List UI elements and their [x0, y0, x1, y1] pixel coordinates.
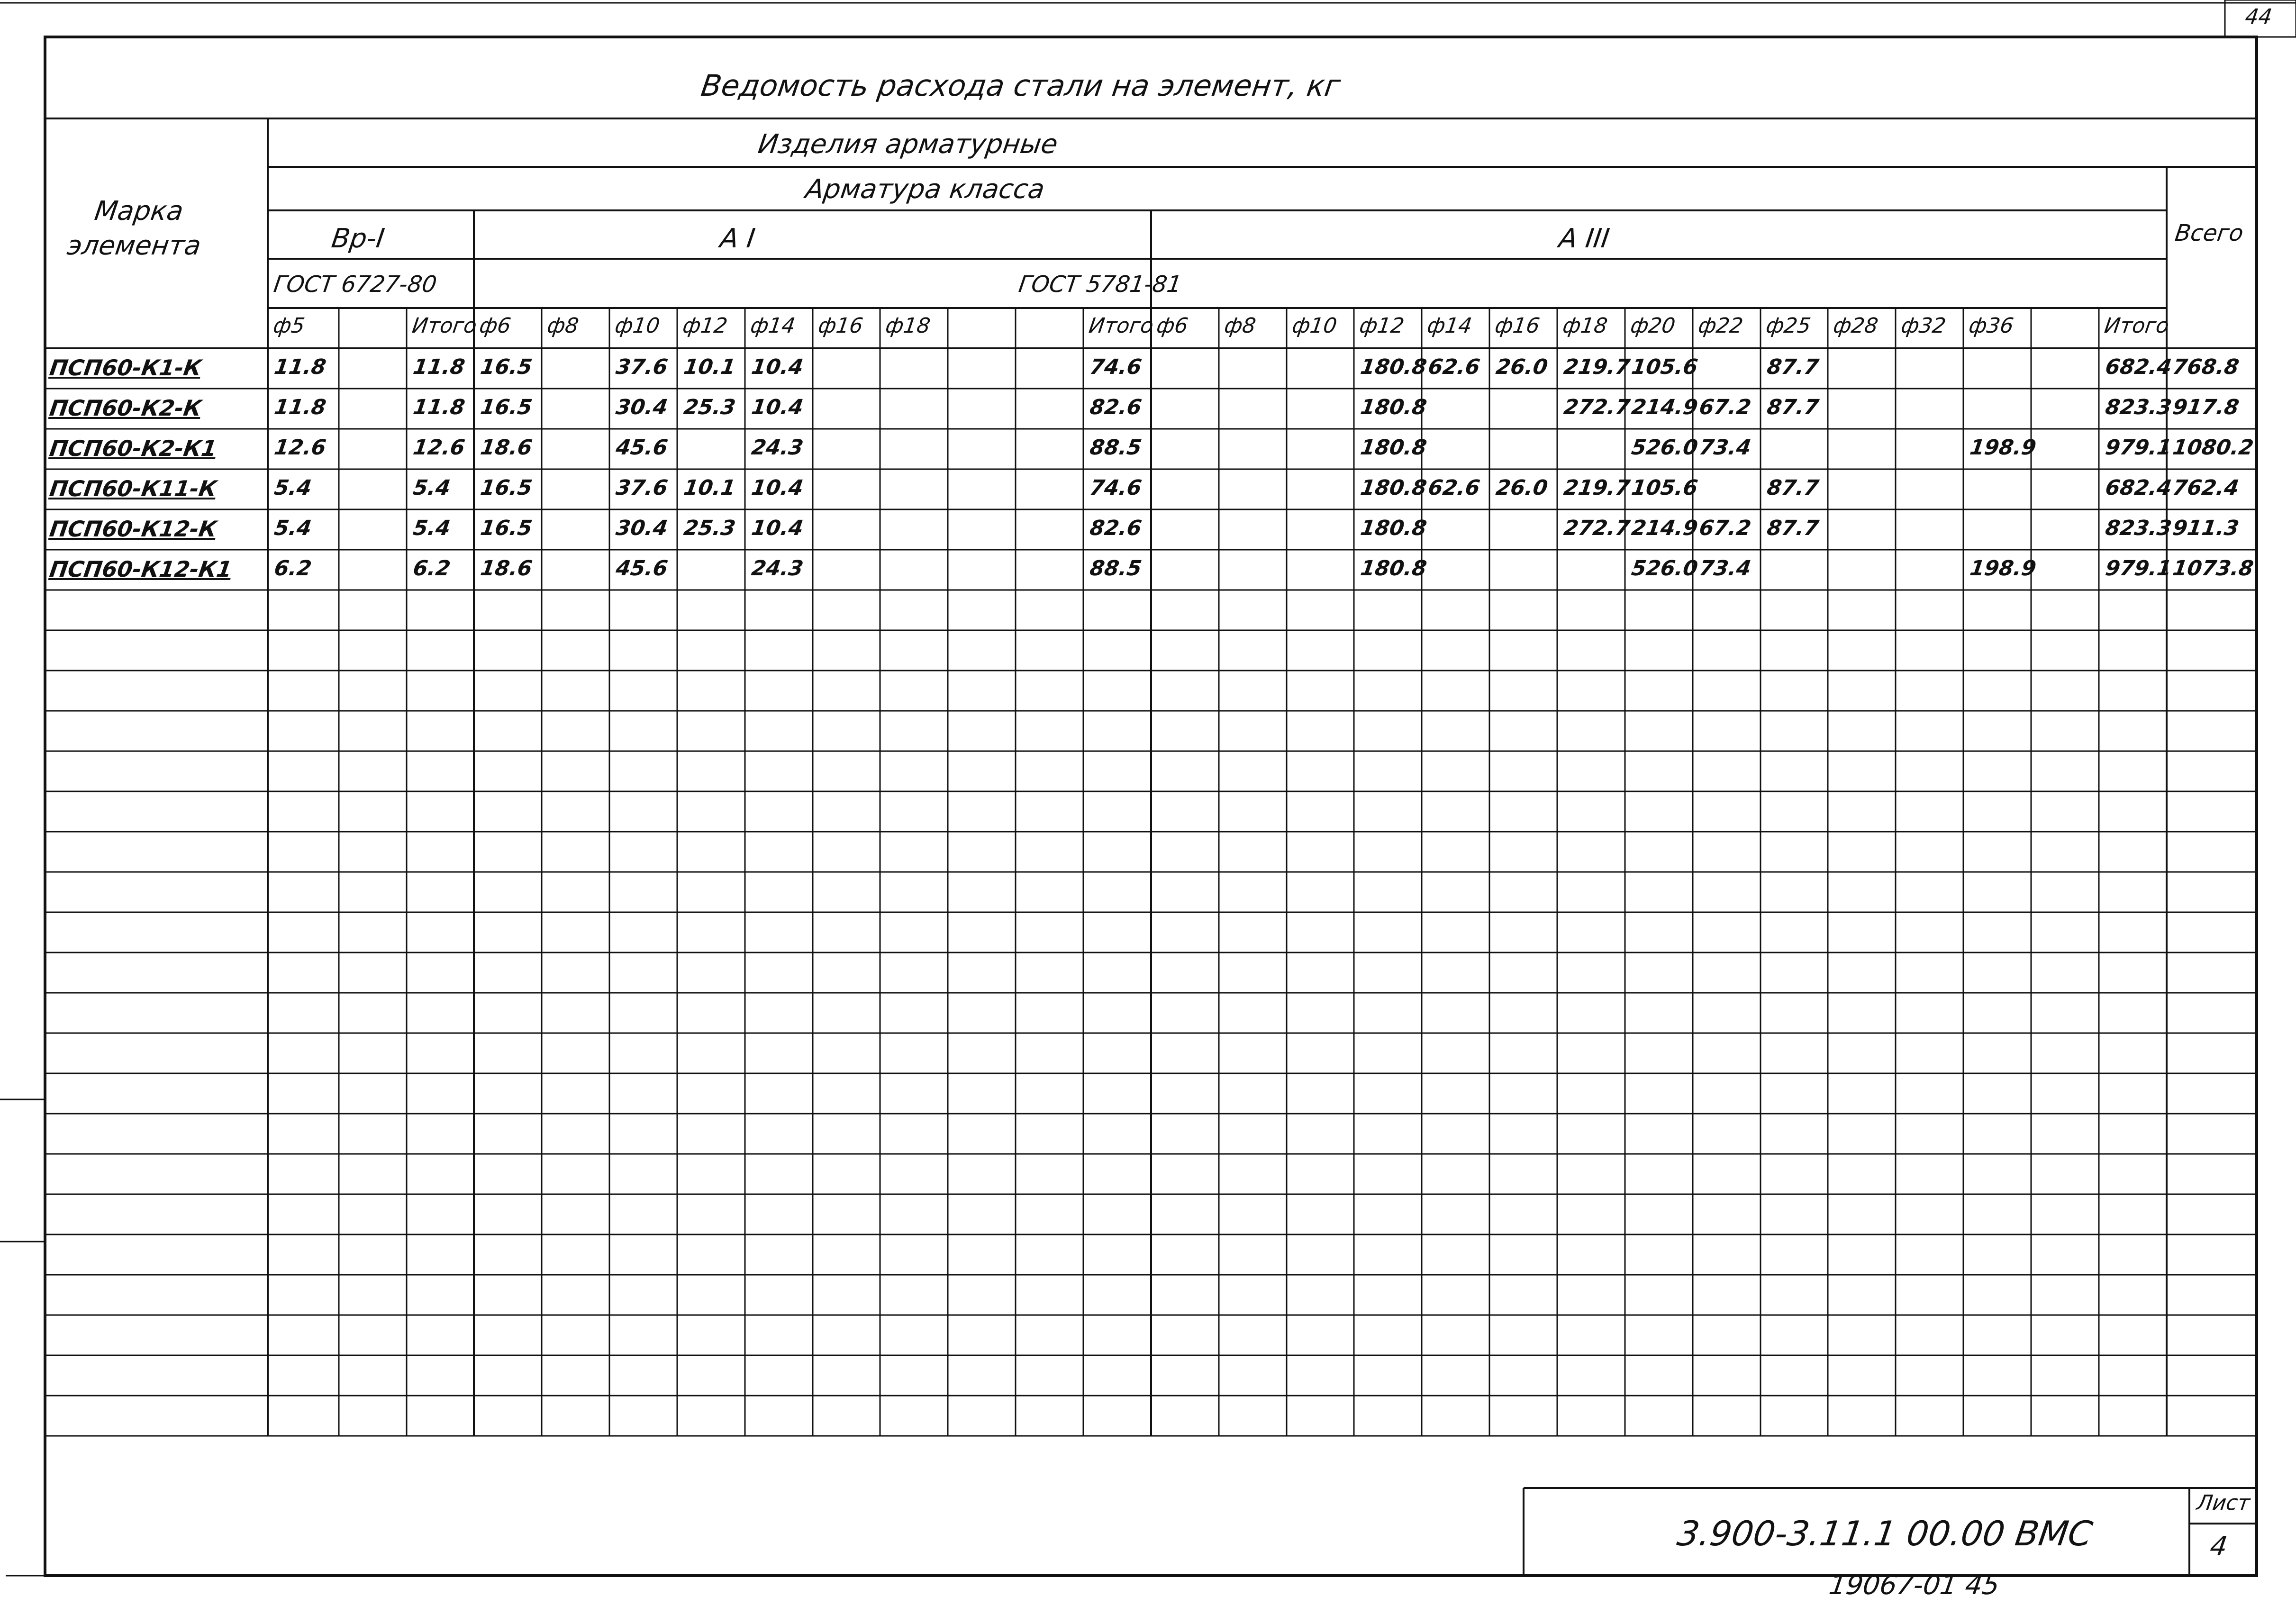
column-header: Итого [2103, 314, 2171, 338]
table-cell: 979.1 [2104, 556, 2173, 581]
table-cell: 5.4 [272, 476, 313, 500]
table-cell: 180.8 [1359, 516, 1428, 540]
table-cell: 18.6 [479, 436, 534, 460]
table-cell: 67.2 [1697, 395, 1753, 419]
class-name-a1: А I [718, 223, 757, 254]
column-header: ф16 [817, 314, 865, 338]
column-header: ф8 [545, 314, 581, 338]
table-cell: 67.2 [1697, 516, 1753, 540]
table-cell: 88.5 [1088, 436, 1143, 460]
table-cell: 219.7 [1562, 355, 1632, 379]
table-cell: 682.4 [2104, 476, 2173, 500]
row-mark: ПСП60-К2-К1 [48, 436, 218, 461]
row-total: 768.8 [2171, 355, 2241, 379]
table-cell: 12.6 [411, 436, 467, 460]
table-cell: 214.9 [1630, 395, 1699, 419]
table-cell: 5.4 [411, 516, 452, 540]
table-cell: 16.5 [479, 516, 534, 540]
table-cell: 272.7 [1562, 516, 1632, 540]
table-cell: 823.3 [2104, 516, 2173, 540]
class-name-vr1: Вр-I [329, 223, 387, 254]
column-header: ф10 [1290, 314, 1339, 338]
table-cell: 198.9 [1968, 556, 2038, 581]
column-header: ф14 [749, 314, 797, 338]
row-mark: ПСП60-К2-К [48, 395, 203, 421]
table-cell: 16.5 [479, 355, 534, 379]
table-cell: 25.3 [682, 516, 737, 540]
table-cell: 74.6 [1088, 355, 1143, 379]
mark-column-header: Марка элемента [65, 196, 203, 261]
table-cell: 105.6 [1630, 355, 1699, 379]
table-cell: 88.5 [1088, 556, 1143, 581]
class-name-a3: А III [1557, 223, 1612, 254]
table-cell: 180.8 [1359, 556, 1428, 581]
row-total: 911.3 [2171, 516, 2241, 540]
column-header: ф36 [1967, 314, 2015, 338]
gost-vr1: ГОСТ 6727-80 [272, 271, 439, 298]
column-header: ф20 [1629, 314, 1677, 338]
table-cell: 73.4 [1697, 436, 1753, 460]
table-cell: 823.3 [2104, 395, 2173, 419]
stamp-sheet-number: 4 [2208, 1531, 2230, 1562]
table-cell: 180.8 [1359, 355, 1428, 379]
column-header: Итого [410, 314, 479, 338]
column-header: ф32 [1899, 314, 1948, 338]
page-title: Ведомость расхода стали на элемент, кг [699, 68, 1343, 103]
table-cell: 11.8 [272, 355, 328, 379]
table-cell: 105.6 [1630, 476, 1699, 500]
column-header: ф5 [272, 314, 307, 338]
table-cell: 6.2 [411, 556, 452, 581]
table-cell: 180.8 [1359, 395, 1428, 419]
table-cell: 10.1 [682, 355, 737, 379]
table-cell: 62.6 [1426, 355, 1482, 379]
column-header: ф6 [478, 314, 513, 338]
table-cell: 214.9 [1630, 516, 1699, 540]
table-cell: 45.6 [614, 436, 670, 460]
column-header: ф12 [681, 314, 729, 338]
column-header: ф18 [1561, 314, 1609, 338]
table-cell: 180.8 [1359, 476, 1428, 500]
table-cell: 30.4 [614, 395, 670, 419]
table-cell: 45.6 [614, 556, 670, 581]
table-cell: 10.4 [750, 476, 805, 500]
gost-a1: ГОСТ 5781-81 [1017, 271, 1184, 298]
table-cell: 30.4 [614, 516, 670, 540]
column-header: ф12 [1358, 314, 1406, 338]
table-cell: 82.6 [1088, 516, 1143, 540]
table-cell: 26.0 [1494, 476, 1550, 500]
table-cell: 10.1 [682, 476, 737, 500]
row-total: 1080.2 [2171, 436, 2255, 460]
table-cell: 37.6 [614, 355, 670, 379]
table-cell: 10.4 [750, 355, 805, 379]
column-header: ф22 [1697, 314, 1745, 338]
bottom-note: 19067-01 45 [1827, 1570, 2002, 1601]
table-cell: 82.6 [1088, 395, 1143, 419]
table-cell: 87.7 [1765, 516, 1821, 540]
row-total: 762.4 [2171, 476, 2241, 500]
table-cell: 272.7 [1562, 395, 1632, 419]
stamp-sheet-label: Лист [2195, 1491, 2252, 1515]
column-header: ф10 [613, 314, 662, 338]
table-cell: 87.7 [1765, 355, 1821, 379]
total-column-header: Всего [2173, 220, 2245, 246]
table-cell: 62.6 [1426, 476, 1482, 500]
column-header: ф25 [1764, 314, 1813, 338]
row-mark: ПСП60-К11-К [48, 476, 218, 501]
table-cell: 979.1 [2104, 436, 2173, 460]
table-cell: 10.4 [750, 395, 805, 419]
table-cell: 18.6 [479, 556, 534, 581]
row-total: 917.8 [2171, 395, 2241, 419]
table-cell: 11.8 [411, 395, 467, 419]
table-cell: 74.6 [1088, 476, 1143, 500]
table-cell: 6.2 [272, 556, 313, 581]
column-header: ф6 [1155, 314, 1190, 338]
table-cell: 5.4 [411, 476, 452, 500]
table-cell: 24.3 [750, 556, 805, 581]
row-mark: ПСП60-К12-К1 [48, 556, 234, 582]
column-header: Итого [1087, 314, 1155, 338]
table-cell: 682.4 [2104, 355, 2173, 379]
table-cell: 24.3 [750, 436, 805, 460]
column-header: ф28 [1832, 314, 1880, 338]
stamp-document-code: 3.900-3.11.1 00.00 ВМС [1675, 1514, 2095, 1553]
table-cell: 11.8 [272, 395, 328, 419]
group-header: Изделия арматурные [756, 129, 1060, 160]
table-cell: 5.4 [272, 516, 313, 540]
table-cell: 12.6 [272, 436, 328, 460]
table-cell: 526.0 [1630, 436, 1699, 460]
table-cell: 526.0 [1630, 556, 1699, 581]
table-cell: 87.7 [1765, 476, 1821, 500]
table-cell: 198.9 [1968, 436, 2038, 460]
column-header: ф18 [884, 314, 932, 338]
table-cell: 11.8 [411, 355, 467, 379]
table-cell: 16.5 [479, 476, 534, 500]
column-header: ф14 [1425, 314, 1474, 338]
column-header: ф16 [1493, 314, 1542, 338]
class-row-header: Арматура класса [803, 174, 1047, 205]
column-header: ф8 [1223, 314, 1258, 338]
row-mark: ПСП60-К12-К [48, 516, 218, 542]
corner-number: 44 [2243, 5, 2274, 29]
row-total: 1073.8 [2171, 556, 2255, 581]
table-cell: 26.0 [1494, 355, 1550, 379]
table-cell: 25.3 [682, 395, 737, 419]
row-mark: ПСП60-К1-К [48, 355, 203, 381]
table-cell: 73.4 [1697, 556, 1753, 581]
table-cell: 219.7 [1562, 476, 1632, 500]
table-cell: 16.5 [479, 395, 534, 419]
table-cell: 37.6 [614, 476, 670, 500]
table-cell: 180.8 [1359, 436, 1428, 460]
table-cell: 87.7 [1765, 395, 1821, 419]
table-cell: 10.4 [750, 516, 805, 540]
